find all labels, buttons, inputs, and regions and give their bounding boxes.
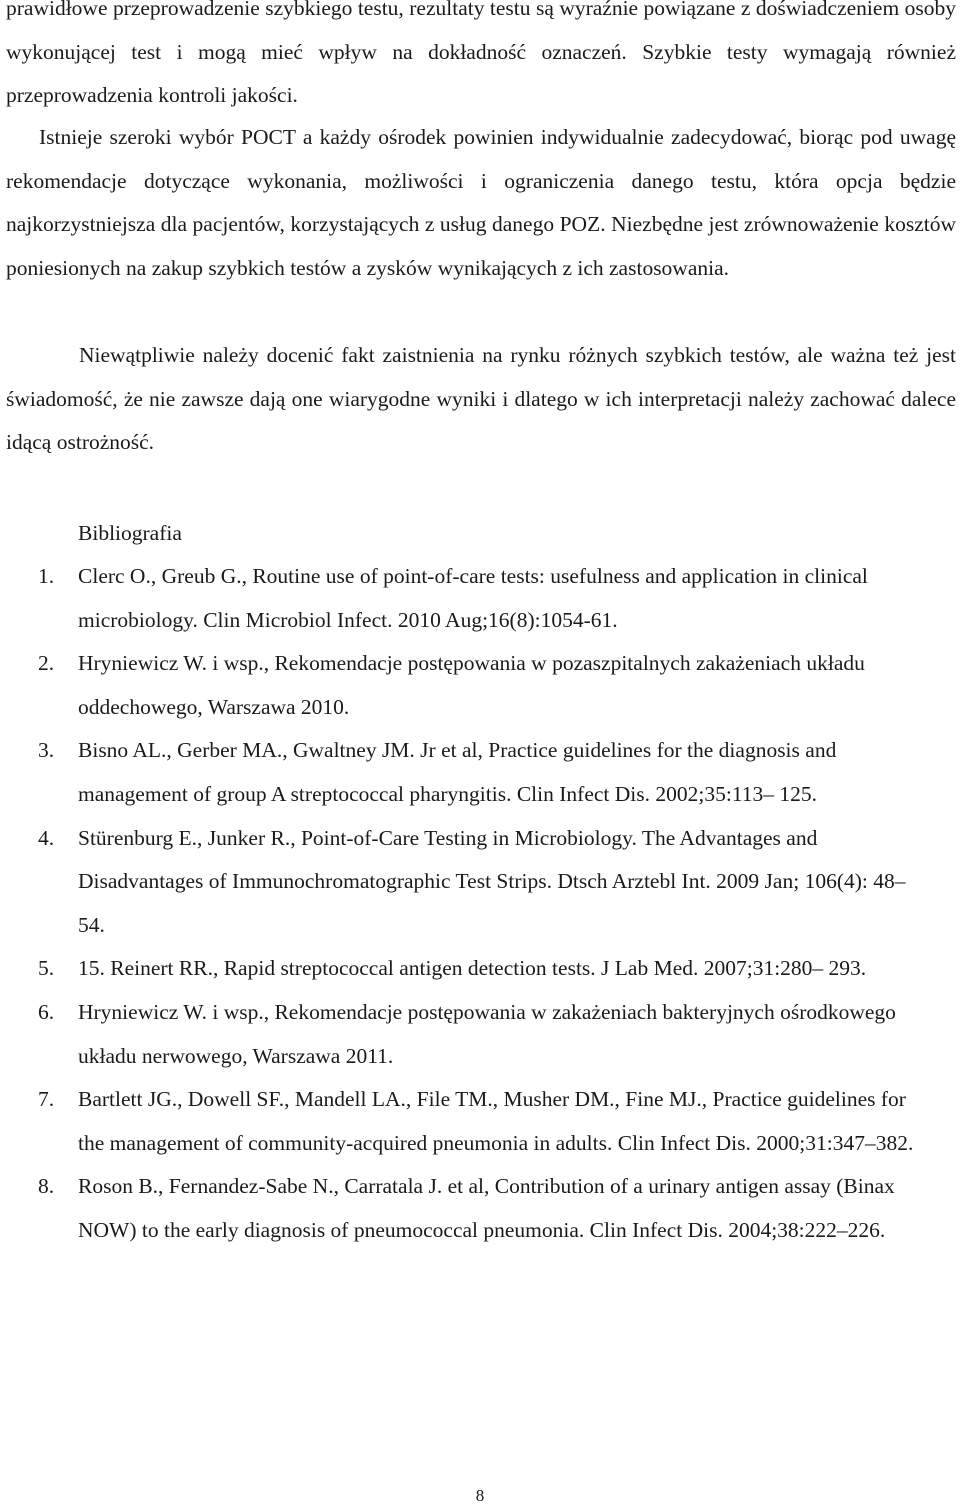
bibliography-item-number: 7. [38, 1087, 55, 1112]
paragraph-poct-choice: Istnieje szeroki wybór POCT a każdy ośrodek powinien indywidualnie zadecydować, biorąc pod uwagę rekomendacje dotyczące wykonania, możliwości i ograniczenia danego testu, która opcja będzie najkorzystniejsza dla pacjentów, korzystających z usług danego POZ. Niezbędne jest zrównoważenie kosztów poniesionych na zakup szybkich testów a zysków wynikających z ich zastosowania. [6, 125, 956, 280]
bibliography-item-text: Clerc O., Greub G., Routine use of point-of-care tests: usefulness and application in clinical microbiology. Clin Microbiol Infect. 2010 Aug;16(8):1054-61. [78, 564, 868, 632]
paragraph-quality-control: prawidłowe przeprowadzenie szybkiego testu, rezultaty testu są wyraźnie powiązane z doświadczeniem osoby wykonującej test i mogą mieć wpływ na dokładność oznaczeń. Szybkie testy wymagają również przeprowadzenia kontroli jakości. [6, 0, 956, 108]
bibliography-item [0, 1078, 926, 1165]
bibliography-item [0, 555, 926, 642]
bibliography-item [0, 642, 926, 729]
bibliography-item-number: 8. [38, 1174, 55, 1199]
bibliography-item-number: 5. [38, 956, 55, 981]
bibliography-item [0, 947, 926, 991]
bibliography-item-text: Bisno AL., Gerber MA., Gwaltney JM. Jr et al, Practice guidelines for the diagnosis and management of group A streptococcal pharyngitis. Clin Infect Dis. 2002;35:113– 125. [78, 738, 837, 806]
bibliography-item [0, 729, 926, 816]
bibliography-item-text: Bartlett JG., Dowell SF., Mandell LA., File TM., Musher DM., Fine MJ., Practice guidelines for the management of community-acquired pneumonia in adults. Clin Infect Dis. 2000;31:347–382. [78, 1087, 914, 1155]
bibliography-list [0, 555, 960, 1253]
bibliography-item-number: 2. [38, 651, 55, 676]
bibliography-item-number: 6. [38, 999, 55, 1024]
bibliography-item-number: 1. [38, 564, 55, 588]
bibliography-item-text: Stürenburg E., Junker R., Point-of-Care Testing in Microbiology. The Advantages and Disadvantages of Immunochromatographic Test Strips. Dtsch Arztebl Int. 2009 Jan; 106(4): 48–54. [78, 825, 906, 937]
bibliography-item-number: 4. [38, 825, 55, 850]
bibliography-item [0, 1165, 926, 1252]
bibliography-item [0, 991, 926, 1078]
bibliography-item-text: Hryniewicz W. i wsp., Rekomendacje postępowania w pozaszpitalnych zakażeniach układu oddechowego, Warszawa 2010. [78, 651, 865, 719]
bibliography-heading: Bibliografia [78, 521, 182, 545]
bibliography-item-text: Roson B., Fernandez-Sabe N., Carratala J. et al, Contribution of a urinary antigen assay (Binax NOW) to the early diagnosis of pneumococcal pneumonia. Clin Infect Dis. 2004;38:222–226. [78, 1174, 895, 1242]
page-number: 8 [475, 1486, 485, 1505]
bibliography-item-text: 15. Reinert RR., Rapid streptococcal antigen detection tests. J Lab Med. 2007;31:280– 293. [78, 956, 867, 981]
bibliography-item [0, 817, 926, 948]
bibliography-item-text: Hryniewicz W. i wsp., Rekomendacje postępowania w zakażeniach bakteryjnych ośrodkowego układu nerwowego, Warszawa 2011. [78, 999, 896, 1068]
paragraph-caution: Niewątpliwie należy docenić fakt zaistnienia na rynku różnych szybkich testów, ale ważna też jest świadomość, że nie zawsze dają one wiarygodne wyniki i dlatego w ich interpretacji należy zachować dalece idącą ostrożność. [6, 343, 956, 455]
bibliography-item-number: 3. [38, 738, 55, 763]
